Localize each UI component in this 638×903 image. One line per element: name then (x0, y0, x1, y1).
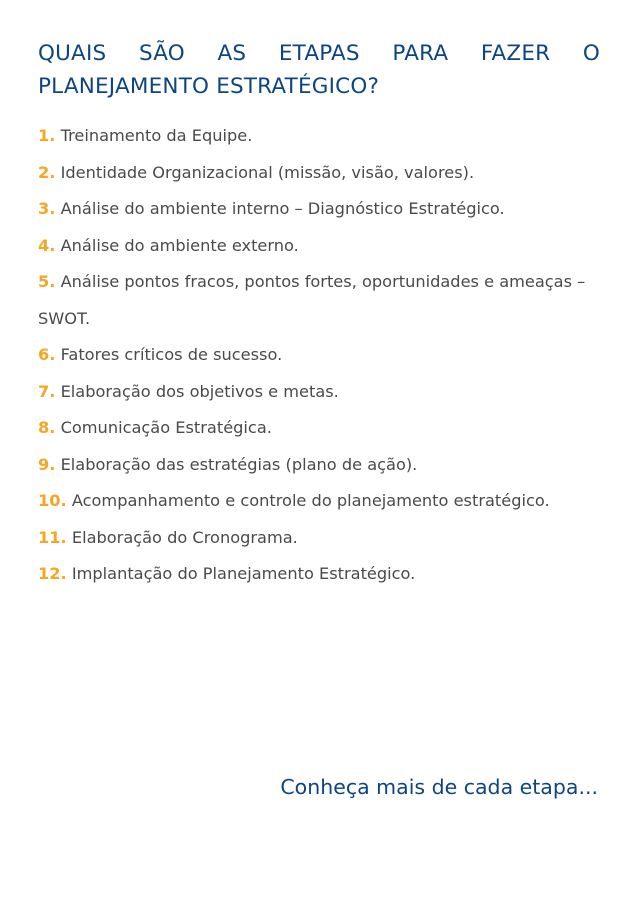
step-number: 6. (38, 345, 56, 364)
step-number: 7. (38, 381, 56, 401)
step-text: Comunicação Estratégica. (60, 418, 272, 437)
step-text: Fatores críticos de sucesso. (60, 345, 283, 364)
step-text: Implantação do Planejamento Estratégico. (71, 564, 416, 583)
step-item-6 (38, 337, 608, 374)
steps-list (38, 118, 608, 593)
step-item-1 (38, 118, 608, 155)
step-number: 5. (38, 272, 56, 291)
step-number: 11. (38, 527, 67, 547)
step-text: Acompanhamento e controle do planejamento estratégico. (71, 491, 550, 510)
step-text: Elaboração do Cronograma. (71, 527, 298, 547)
step-item-10 (38, 483, 608, 520)
step-item-12 (38, 556, 608, 593)
step-number: 1. (38, 126, 56, 145)
step-text: Elaboração dos objetivos e metas. (60, 381, 339, 401)
step-text: Elaboração das estratégias (plano de ação). (60, 454, 418, 474)
step-text: Treinamento da Equipe. (60, 126, 253, 145)
step-item-2 (38, 155, 608, 192)
page-title-line-2: PLANEJAMENTO ESTRATÉGICO? (38, 74, 380, 99)
step-text: Análise pontos fracos, pontos fortes, oportunidades e ameaças – SWOT. (38, 272, 586, 328)
page-title-line-1: QUAIS SÃO AS ETAPAS PARA FAZER O (38, 41, 600, 66)
step-item-8 (38, 410, 608, 447)
page-title (38, 37, 600, 103)
step-number: 2. (38, 162, 56, 182)
step-item-11 (38, 520, 608, 557)
step-item-7 (38, 374, 608, 411)
step-number: 12. (38, 564, 67, 583)
step-number: 8. (38, 418, 56, 437)
step-number: 4. (38, 235, 56, 255)
step-item-9 (38, 447, 608, 484)
step-text: Identidade Organizacional (missão, visão, valores). (60, 162, 475, 182)
step-item-5 (38, 264, 608, 337)
learn-more-link[interactable]: Conheça mais de cada etapa... (280, 775, 598, 799)
step-item-3 (38, 191, 608, 228)
step-number: 10. (38, 491, 67, 510)
step-text: Análise do ambiente externo. (60, 235, 299, 255)
step-number: 3. (38, 199, 56, 218)
step-text: Análise do ambiente interno – Diagnóstico Estratégico. (60, 199, 505, 218)
step-number: 9. (38, 454, 56, 474)
step-item-4 (38, 228, 608, 265)
